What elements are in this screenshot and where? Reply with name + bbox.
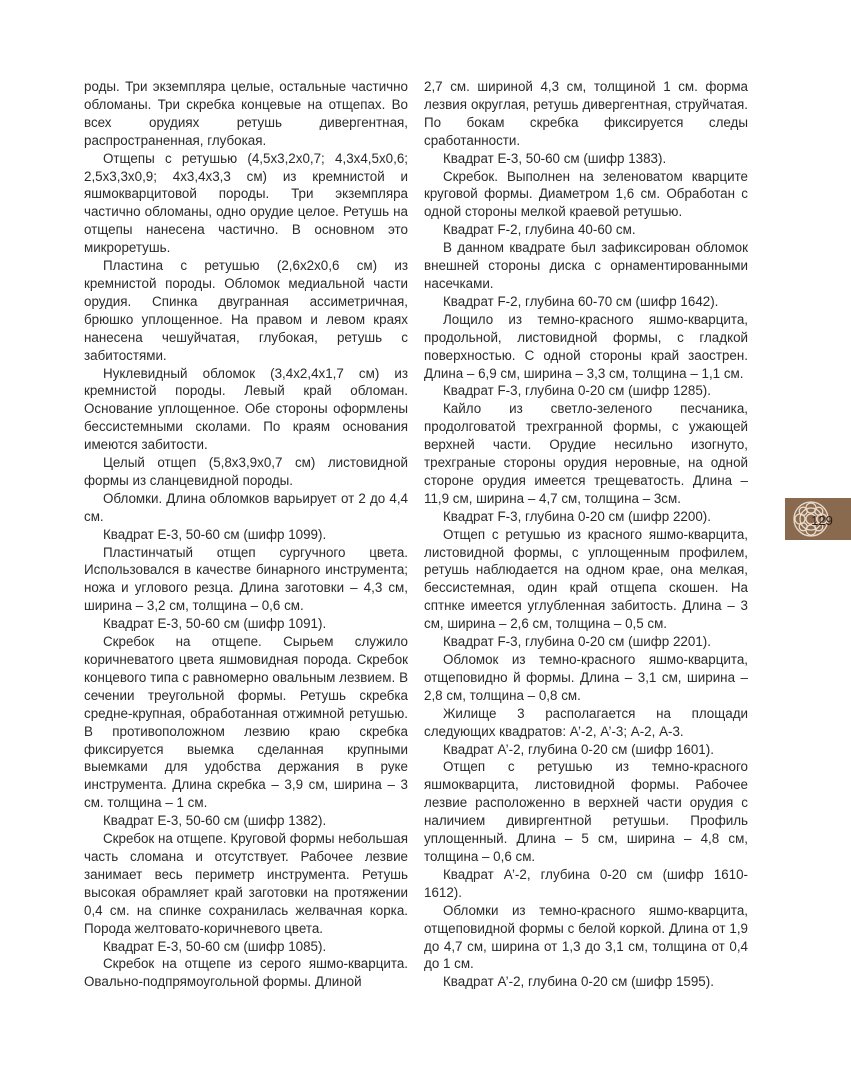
paragraph: Квадрат Е-3, 50-60 см (шифр 1383). [443, 150, 667, 166]
paragraph: Квадрат Е-3, 50-60 см (шифр 1085). [103, 938, 327, 954]
paragraph: Отщеп с ретушью из темно-красного яшмокварцита, листовидной формы. Рабочее лезвие расположенно в верхней части орудия с наличием дивиргентной ретушьи. Профиль уплощенный. Длина – 5 см, ширина – 4,8 см, толщина – 0,6 см. [424, 759, 748, 864]
paragraph: Нуклевидный обломок (3,4х2,4х1,7 см) из кремнистой породы. Левый край обломан. Основание уплощенное. Обе стороны оформлены бессистемными сколами. По краям основания имеются забитости. [84, 365, 408, 453]
paragraph: Обломки. Длина обломков варьирует от 2 до 4,4 см. [84, 490, 408, 524]
paragraph: Обломок из темно-красного яшмо-кварцита, отщеповидно й формы. Длина – 3,1 см, ширина – 2,8 см, толщина – 0,8 см. [424, 652, 748, 703]
paragraph: Квадрат А’-2, глубина 0-20 см (шифр 1610-1612). [424, 866, 748, 900]
paragraph: Кайло из светло-зеленого песчаника, продолговатой трехгранной формы, с ужающей верхней части. Орудие несильно изогнуто, трехграные стороны орудия неровные, на одной стороне орудия имеется трещеватость. Длина – 11,9 см, ширина – 4,7 см, толщина – 3см. [424, 401, 748, 506]
paragraph: Квадрат F-2, глубина 40-60 см. [443, 222, 636, 238]
paragraph: Пластинчатый отщеп сургучного цвета. Использовался в качестве бинарного инструмента; ножа и углового резца. Длина заготовки – 4,3 см, ширина – 3,2 см, толщина – 0,6 см. [84, 544, 408, 614]
paragraph: Квадрат Е-3, 50-60 см (шифр 1091). [103, 616, 327, 632]
right-column [424, 78, 748, 991]
page-number: 129 [811, 512, 833, 528]
paragraph: роды. Три экземпляра целые, остальные частично обломаны. Три скребка концевые на отщепах. Во всех орудиях ретушь дивергентная, распространенная, глубокая. [84, 79, 408, 148]
page-number-tab [785, 498, 851, 540]
paragraph: Квадрат F-3, глубина 0-20 см (шифр 2201). [443, 634, 711, 650]
paragraph: 2,7 см. шириной 4,3 см, толщиной 1 см. форма лезвия округлая, ретушь дивергентная, струйчатая. По бокам скребка фиксируется следы сработанности. [424, 79, 748, 148]
paragraph: Отщеп с ретушью из красного яшмо-кварцита, листовидной формы, с уплощенным профилем, ретушь наблюдается на одном крае, она мелкая, бессистемная, один край отщепа скошен. На сптнке имеется углубленная забитость. Длина – 3 см, ширина – 2,6 см, толщина – 0,5 см. [424, 526, 748, 632]
paragraph: Квадрат Е-3, 50-60 см (шифр 1382). [103, 813, 327, 829]
paragraph: Квадрат А’-2, глубина 0-20 см (шифр 1595). [443, 974, 714, 990]
paragraph: Обломки из темно-красного яшмо-кварцита, отщеповидной формы с белой коркой. Длина от 1,9 до 4,7 см, ширина от 1,3 до 3,1 см, толщина от 0,4 до 1 см. [424, 902, 748, 972]
paragraph: Отщепы с ретушью (4,5х3,2х0,7; 4,3х4,5х0,6; 2,5х3,3х0,9; 4х3,4х3,3 см) из кремнистой и яшмокварцитовой породы. Три экземпляра частично обломаны, одно орудие целое. Ретушь на отщепы нанесена частично. В основном это микроретушь. [84, 150, 408, 256]
paragraph: Целый отщеп (5,8х3,9х0,7 см) листовидной формы из сланцевидной породы. [84, 455, 408, 488]
paragraph: Жилище 3 располагается на площади следующих квадратов: А’-2, А’-3; А-2, А-3. [424, 705, 748, 739]
paragraph: Квадрат F-3, глубина 0-20 см (шифр 1285). [443, 383, 711, 399]
paragraph: Скребок. Выполнен на зеленоватом кварците круговой формы. Диаметром 1,6 см. Обработан с одной стороны мелкой краевой ретушью. [424, 168, 748, 220]
paragraph: Скребок на отщепе. Круговой формы небольшая часть сломана и отсутствует. Рабочее лезвие занимает весь периметр инструмента. Ретушь высокая обрамляет край заготовки на протяжении 0,4 см. на спинке сохранилась желвачная корка. Порода желтовато-коричневого цвета. [84, 831, 408, 936]
paragraph: Квадрат Е-3, 50-60 см (шифр 1099). [103, 526, 327, 542]
paragraph: В данном квадрате был зафиксирован обломок внешней стороны диска с орнаментированными насечками. [424, 240, 748, 291]
paragraph: Квадрат F-3, глубина 0-20 см (шифр 2200). [443, 508, 711, 524]
paragraph: Скребок на отщепе. Сырьем служило коричневатого цвета яшмовидная порода. Скребок концевого типа с равномерно овальным лезвием. В сечении треугольной формы. Ретушь скребка средне-крупная, обработанная отжимной ретушью. В противоположном лезвию краю скребка фиксируется выемка сделанная крупными выемками для удобства держания в руке инструмента. Длина скребка – 3,9 см, ширина – 3 см. толщина – 1 см. [84, 634, 408, 811]
paragraph: Пластина с ретушью (2,6х2х0,6 см) из кремнистой породы. Обломок медиальной части орудия. Спинка двугранная ассиметричная, брюшко уплощенное. На правом и левом краях нанесена чешуйчатая, глубокая, ретушь с забитостями. [84, 258, 408, 363]
paragraph: Квадрат F-2, глубина 60-70 см (шифр 1642). [443, 293, 719, 309]
left-column [84, 78, 408, 991]
paragraph: Квадрат А’-2, глубина 0-20 см (шифр 1601). [443, 741, 714, 757]
paragraph: Скребок на отщепе из серого яшмо-кварцита. Овально-подпрямоугольной формы. Длиной [84, 956, 408, 990]
paragraph: Лощило из темно-красного яшмо-кварцита, продольной, листовидной формы, с гладкой поверхностью. С одной стороны край заострен. Длина – 6,9 см, ширина – 3,3 см, толщина – 1,1 см. [424, 311, 748, 381]
